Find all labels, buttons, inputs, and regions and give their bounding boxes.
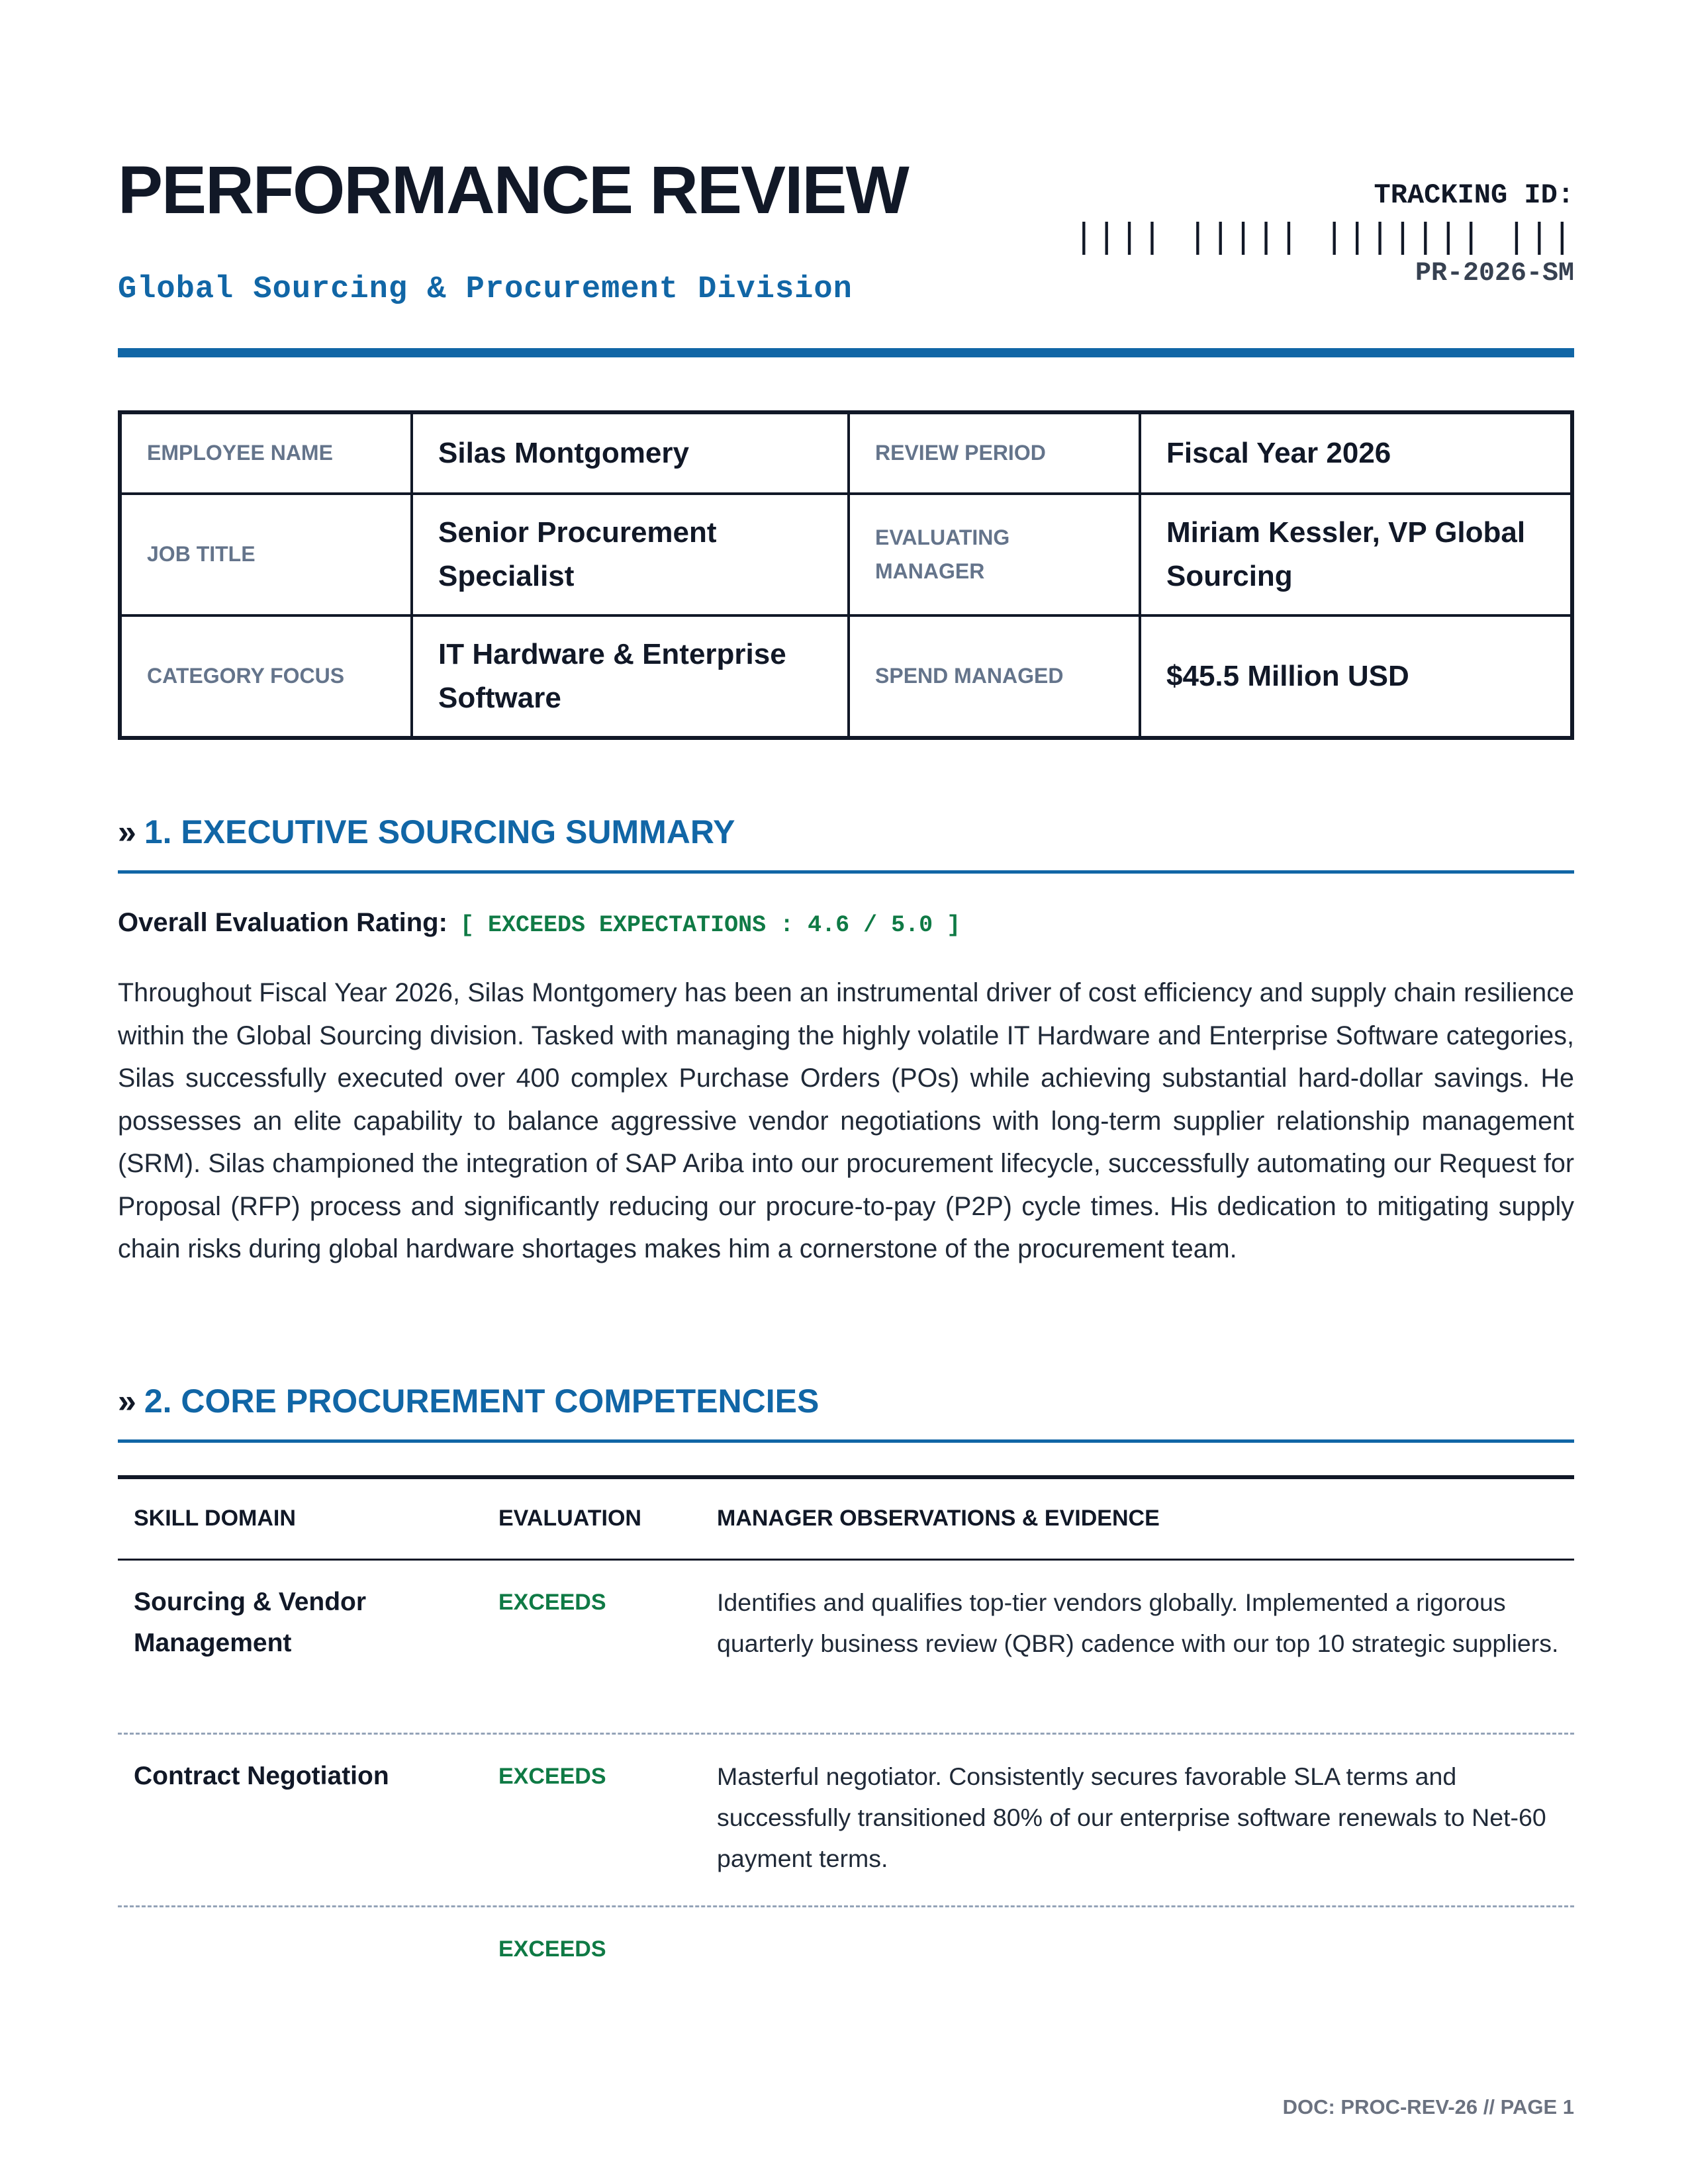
table-row bbox=[118, 1907, 1574, 1987]
column-header-observations: MANAGER OBSERVATIONS & EVIDENCE bbox=[717, 1506, 1160, 1531]
column-header-skill: SKILL DOMAIN bbox=[134, 1506, 296, 1531]
document-page bbox=[118, 0, 1574, 2184]
column-header-evaluation: EVALUATION bbox=[498, 1506, 641, 1531]
section-2-title: 2. CORE PROCUREMENT COMPETENCIES bbox=[144, 1383, 820, 1420]
evaluation-badge: EXCEEDS bbox=[498, 1590, 606, 1615]
rating-label: Overall Evaluation Rating: bbox=[118, 908, 447, 937]
evaluating-manager-label: EVALUATING MANAGER bbox=[849, 494, 1140, 615]
review-period-label: REVIEW PERIOD bbox=[849, 412, 1140, 494]
overall-rating bbox=[118, 908, 961, 938]
spend-managed-label: SPEND MANAGED bbox=[849, 615, 1140, 738]
tracking-block bbox=[1073, 181, 1574, 287]
employee-info-table bbox=[118, 410, 1574, 740]
evaluating-manager-value: Miriam Kessler, VP Global Sourcing bbox=[1140, 494, 1572, 615]
employee-name-label: EMPLOYEE NAME bbox=[120, 412, 412, 494]
section-2-heading bbox=[118, 1385, 819, 1418]
info-row bbox=[120, 412, 1572, 494]
division-subtitle: Global Sourcing & Procurement Division bbox=[118, 272, 853, 307]
skill-domain: Sourcing & Vendor Management bbox=[134, 1588, 367, 1657]
competency-table-header bbox=[118, 1479, 1574, 1561]
manager-observation: Masterful negotiator. Consistently secures favorable SLA terms and successfully transitioned 80% of our enterprise software renewals to Net-60 payment terms. bbox=[717, 1762, 1546, 1872]
section-1-divider bbox=[118, 870, 1574, 874]
tracking-label: TRACKING ID: bbox=[1374, 179, 1574, 211]
chevron-right-icon: » bbox=[118, 1383, 136, 1420]
section-1-heading bbox=[118, 815, 735, 848]
employee-name-value: Silas Montgomery bbox=[412, 412, 849, 494]
job-title-value: Senior Procurement Specialist bbox=[412, 494, 849, 615]
skill-domain: Contract Negotiation bbox=[134, 1762, 389, 1790]
table-row bbox=[118, 1735, 1574, 1907]
executive-summary-text: Throughout Fiscal Year 2026, Silas Montgomery has been an instrumental driver of cost efficiency and supply chain resilience within the Global Sourcing division. Tasked with managing the highly volatile IT Hardware and Enterprise Software categories, Silas successfully executed over 400 complex Purchase Orders (POs) while achieving substantial hard-dollar savings. He possesses an elite capability to balance aggressive vendor negotiations with long-term supplier relationship management (SRM). Silas championed the integration of SAP Ariba into our procurement lifecycle, successfully automating our Request for Proposal (RFP) process and significantly reducing our procure-to-pay (P2P) cycle times. His dedication to mitigating supply chain risks during global hardware shortages makes him a cornerstone of the procurement team. bbox=[118, 978, 1574, 1263]
section-1-title: 1. EXECUTIVE SOURCING SUMMARY bbox=[144, 813, 735, 850]
spend-managed-value: $45.5 Million USD bbox=[1140, 615, 1572, 738]
chevron-right-icon: » bbox=[118, 813, 136, 850]
review-period-value: Fiscal Year 2026 bbox=[1140, 412, 1572, 494]
barcode-icon: |||| ||||| ||||||| ||| bbox=[1073, 218, 1574, 259]
header-divider bbox=[118, 348, 1574, 357]
page-footer: DOC: PROC-REV-26 // PAGE 1 bbox=[1282, 2095, 1574, 2118]
info-row bbox=[120, 615, 1572, 738]
document-title: PERFORMANCE REVIEW bbox=[118, 152, 908, 228]
category-focus-label: CATEGORY FOCUS bbox=[120, 615, 412, 738]
section-2-divider bbox=[118, 1439, 1574, 1443]
tracking-id: PR-2026-SM bbox=[1415, 259, 1574, 289]
evaluation-badge: EXCEEDS bbox=[498, 1936, 606, 1962]
info-row bbox=[120, 494, 1572, 615]
evaluation-badge: EXCEEDS bbox=[498, 1764, 606, 1789]
category-focus-value: IT Hardware & Enterprise Software bbox=[412, 615, 849, 738]
table-row bbox=[118, 1561, 1574, 1735]
rating-value: [ EXCEEDS EXPECTATIONS : 4.6 / 5.0 ] bbox=[460, 912, 961, 938]
manager-observation: Identifies and qualifies top-tier vendors globally. Implemented a rigorous quarterly business review (QBR) cadence with our top 10 strategic suppliers. bbox=[717, 1588, 1559, 1657]
job-title-label: JOB TITLE bbox=[120, 494, 412, 615]
